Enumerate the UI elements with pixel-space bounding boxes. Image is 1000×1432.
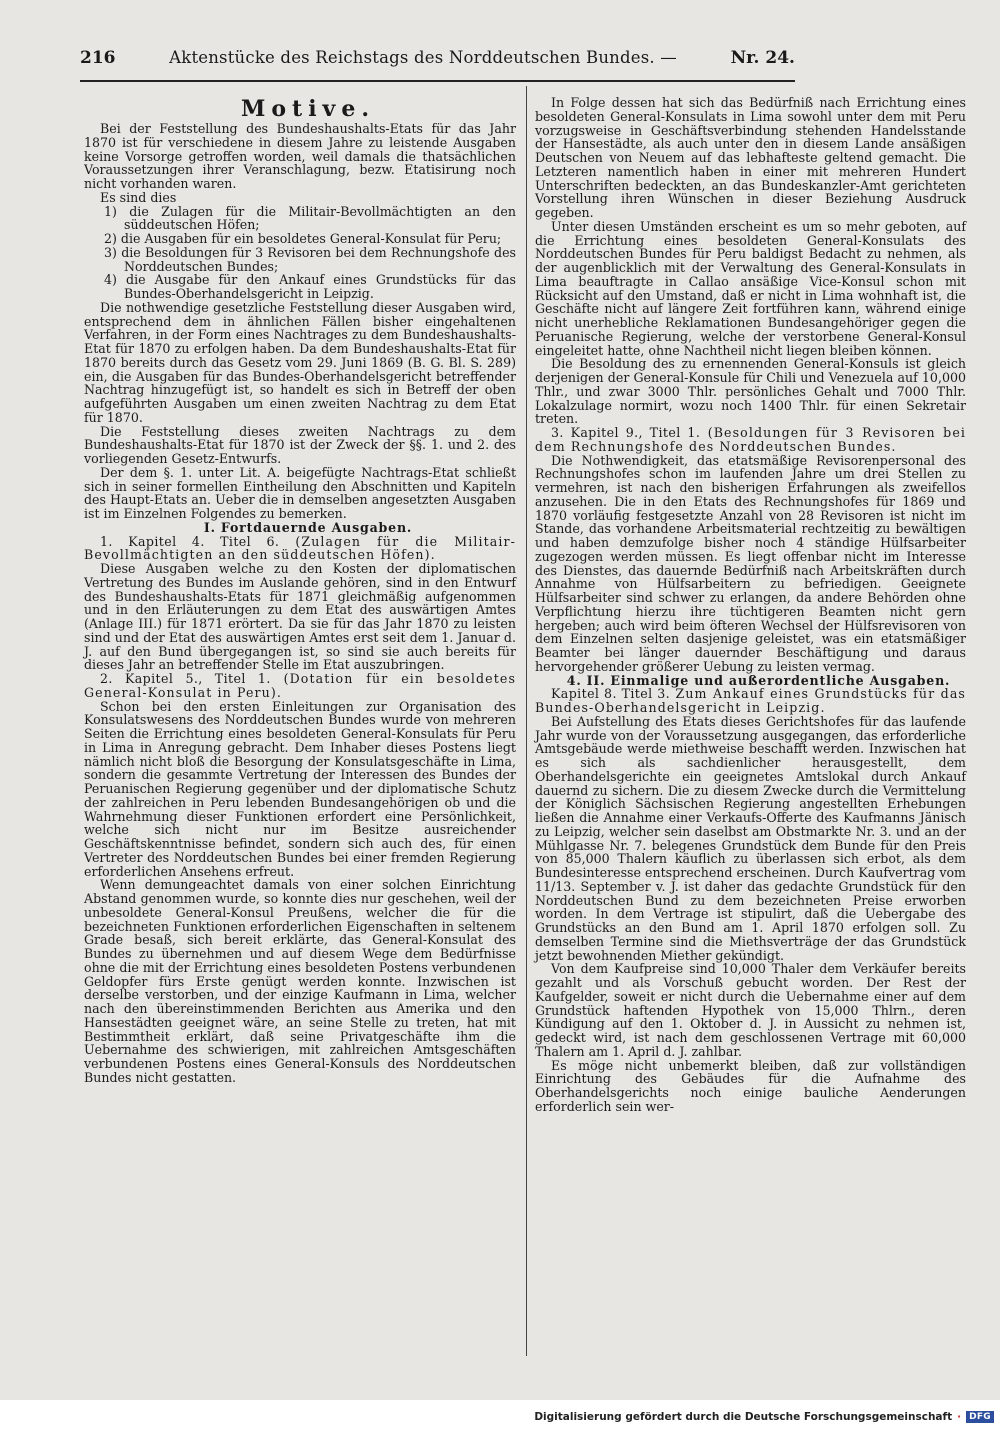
subsection-text: (Besoldungen für 3 Revisoren bei dem Rechnungshofe des Norddeutschen Bundes. bbox=[535, 425, 966, 454]
page-number: 216 bbox=[80, 48, 116, 68]
list-item: 1) die Zulagen für die Militair-Bevollmächtigten an den süddeutschen Höfen; bbox=[104, 203, 516, 233]
subsection-heading bbox=[535, 687, 966, 715]
footer-credit: Digitalisierung gefördert durch die Deutsche Forschungsgemeinschaft bbox=[534, 1411, 953, 1423]
paragraph: Schon bei den ersten Einleitungen zur Organisation des Konsulatswesens des Norddeutschen Bundes wurde von mehreren Seiten die Errichtung eines besoldeten General-Konsulats für Peru in Lima in Anregung gebracht. Dem Inhaber dieses Postens liegt nämlich nicht bloß die Besorgung der Konsulatsgeschäfte in Lima, sondern die gesammte Vertretung der Interessen des Bundes der Peruanischen Regierung gegenüber und der diplomatische Schutz der zahlreichen in Peru lebenden Bundesangehörigen ob und die Wahrnehmung dieser Funktionen erfordert eine Persönlichkeit, welche sich nicht nur im Besitze ausreichender Geschäftskenntnisse befindet, sondern sich auch des, für einen Vertreter des Norddeutschen Bundes bei einer fremden Regierung erforderlichen Ansehens erfreut. bbox=[84, 698, 516, 879]
section-title: 4. II. Einmalige und außerordentliche Ausgaben. bbox=[566, 672, 951, 688]
subsection-text: Zum Ankauf eines Grundstücks für das Bundes-Oberhandelsgericht in Leipzig. bbox=[535, 686, 966, 715]
list-item: 4) die Ausgabe für den Ankauf eines Grundstücks für das Bundes-Oberhandelsgericht in Leipzig. bbox=[104, 272, 516, 301]
digitization-footer bbox=[534, 1407, 1000, 1427]
subsection-heading bbox=[535, 426, 966, 454]
document-number: Nr. 24. bbox=[730, 48, 795, 68]
paragraph: Bei Aufstellung des Etats dieses Gerichtshofes für das laufende Jahr wurde von der Voraussetzung ausgegangen, das erforderliche Amtsgebäude werde miethweise beschafft werden. Inzwischen hat es sich als sachdienlicher herausgestellt, dem Oberhandelsgerichte ein geeignetes Amtslokal durch Ankauf dauernd zu sichern. Die zu diesem Zwecke durch die Vermittelung der Königlich Sächsischen Regierung angestellten Erhebungen ließen die Annahme einer Verkaufs-Offerte des Kaufmanns Jänisch zu Leipzig, welcher sein daselbst am Obstmarkte Nr. 3. und an der Mühlgasse Nr. 7. belegenes Grundstück dem Bunde für den Preis von 85,000 Thalern käuflich zu überlassen sich erbot, als dem Bundesinteresse entsprechend erscheinen. Durch Kaufvertrag vom 11/13. September v. J. ist daher das gedachte Grundstück für den Norddeutschen Bund zu dem bezeichneten Preise erworben worden. In dem Vertrage ist stipulirt, daß die Uebergabe des Grundstücks an den Bund am 1. April 1870 erfolgen soll. Zu demselben Termine sind die Miethsverträge der das Grundstück jetzt bewohnenden Miether gekündigt. bbox=[535, 713, 966, 963]
column-divider bbox=[526, 86, 527, 1356]
header-rule bbox=[80, 80, 795, 82]
section-heading: Motive. bbox=[241, 96, 375, 122]
section-title: I. Fortdauernde Ausgaben. bbox=[203, 519, 413, 535]
paragraph: Der dem §. 1. unter Lit. A. beigefügte Nachtrags-Etat schließt sich in seiner formellen Eintheilung den Abschnitten und Kapiteln des Haupt-Etats an. Ueber die in demselben angesetzten Ausgaben ist im Einzelnen Folgendes zu bemerken. bbox=[84, 464, 516, 521]
subsection-label: 3. Kapitel 9., Titel 1. bbox=[551, 425, 701, 440]
paragraph: Diese Ausgaben welche zu den Kosten der diplomatischen Vertretung des Bundes im Auslande gehören, sind in den Entwurf des Bundeshaushalts-Etats für 1871 gleichmäßig aufgenommen und in den Erläuterungen zu dem Etat des auswärtigen Amtes (Anlage III.) für 1871 erörtert. Da sie für das Jahr 1870 zu leisten sind und der Etat des auswärtigen Amtes erst seit dem 1. Januar d. J. auf den Bund übergegangen ist, so sind sie auch bereits für dieses Jahr an betreffender Stelle im Etat auszubringen. bbox=[84, 561, 516, 673]
running-title: Aktenstücke des Reichstags des Norddeutschen Bundes. — bbox=[169, 48, 677, 67]
subsection-label: Kapitel 8. Titel 3. bbox=[551, 686, 671, 702]
paragraph: Die Feststellung dieses zweiten Nachtrags zu dem Bundeshaushalts-Etat für 1870 ist der Zweck der §§. 1. und 2. des vorliegenden Gesetz-Entwurfs. bbox=[84, 423, 516, 466]
subsection-label: 2. Kapitel 5., Titel 1. bbox=[100, 671, 271, 686]
subsection-text: (Dotation für ein besoldetes General-Konsulat in Peru). bbox=[84, 671, 517, 700]
paragraph: Unter diesen Umständen erscheint es um so mehr geboten, auf die Errichtung eines besoldeten General-Konsulats des Norddeutschen Bundes für Peru baldigst Bedacht zu nehmen, als der augenblicklich mit der Verwaltung des General-Konsulats in Lima beauftragte in Callao ansäßige Vice-Konsul schon mit Rücksicht auf den Umstand, daß er nicht in Lima wohnhaft ist, die Geschäfte nicht auf längere Zeit fortführen kann, während einige nicht unerhebliche Reklamationen Bundesangehöriger gegen die Peruanische Regierung, welche der verstorbene General-Konsul eingeleitet hatte, ohne Nachtheil nicht liegen bleiben können. bbox=[535, 218, 966, 358]
right-column bbox=[535, 96, 966, 1114]
subsection-label: 1. Kapitel 4. Titel 6. bbox=[100, 533, 280, 549]
footer-separator: · bbox=[957, 1411, 962, 1423]
paragraph: Wenn demungeachtet damals von einer solchen Einrichtung Abstand genommen wurde, so konnte dies nur geschehen, weil der unbesoldete General-Konsul Preußens, welcher die für die bezeichneten Funktionen erforderlichen Eigenschaften in seltenem Grade besaß, sich bereit erklärte, das General-Konsulat des Bundes zu übernehmen und auf diesem Wege dem Bedürfnisse ohne die mit der Errichtung eines besoldeten Postens verbundenen Geldopfer fürs Erste genügt werden konnte. Inzwischen ist derselbe verstorben, und der einzige Kaufmann in Lima, welcher nach den übereinstimmenden Berichten aus Amerika und den Hansestädten geeignet wäre, an seine Stelle zu treten, hat mit Bestimmtheit erklärt, daß seine Privatgeschäfte ihm die Uebernahme des schwierigen, mit zahlreichen Amtsgeschäften verbundenen Postens eines General-Konsuls des Norddeutschen Bundes nicht gestatten. bbox=[84, 877, 516, 1085]
dfg-logo: DFG bbox=[966, 1411, 994, 1423]
subsection-heading bbox=[84, 672, 516, 700]
list-item: 3) die Besoldungen für 3 Revisoren bei dem Rechnungshofe des Norddeutschen Bundes; bbox=[104, 244, 516, 274]
enumerated-list bbox=[84, 205, 516, 301]
left-column bbox=[84, 96, 516, 1085]
paragraph: Die Nothwendigkeit, das etatsmäßige Revisorenpersonal des Rechnungshofes schon im laufenden Jahre um drei Stellen zu vermehren, ist nach den bisherigen Erfahrungen als zweifellos anzusehen. Die in den Etats des Rechnungshofes für 1869 und 1870 vorläufig festgesetzte Anzahl von 28 Revisoren ist nicht im Stande, das vorhandene Arbeitsmaterial rechtzeitig zu bewältigen und haben demzufolge bisher noch 4 ständige Hülfsarbeiter zugezogen werden müssen. Es liegt offenbar nicht im Interesse des Dienstes, das dauernde Bedürfniß nach Arbeitskräften durch Annahme von Hülfsarbeitern zu befriedigen. Geeignete Hülfsarbeiter sind schwer zu erlangen, da andere Behörden ohne Verpflichtung hierzu ihre tüchtigeren Beamten nicht gern hergeben; auch wird beim öfteren Wechsel der Hülfsrevisoren von dem Einzelnen selten dasjenige geleistet, was ein etatsmäßiger Beamter bei länger dauernder Beschäftigung und daraus hervorgehender größerer Uebung zu leisten vermag. bbox=[535, 452, 966, 674]
paragraph: In Folge dessen hat sich das Bedürfniß nach Errichtung eines besoldeten General-Konsulats in Lima sowohl unter dem mit Peru vorzugsweise in Geschäftsverbindung stehenden Handelsstande der Hansestädte, als auch unter den in diesem Lande ansäßigen Deutschen von Neuem auf das lebhafteste geltend gemacht. Die Letzteren namentlich haben in einer mit mehreren Hundert Unterschriften bedeckten, an das Bundeskanzler-Amt gerichteten Vorstellung ihren Wünschen in dieser Beziehung Ausdruck gegeben. bbox=[535, 95, 966, 220]
paragraph: Bei der Feststellung des Bundeshaushalts-Etats für das Jahr 1870 ist für verschiedene in diesem Jahre zu leistende Ausgaben keine Vorsorge getroffen worden, weil damals die thatsächlichen Voraussetzungen ihrer Veranschlagung, bezw. Etatisirung noch nicht vorhanden waren. bbox=[84, 121, 516, 191]
subsection-text: (Zulagen für die Militair-Bevollmächtigten an den süddeutschen Höfen). bbox=[84, 533, 516, 563]
page-header bbox=[80, 48, 795, 78]
list-item: 2) die Ausgaben für ein besoldetes General-Konsulat für Peru; bbox=[104, 231, 502, 246]
subsection-heading bbox=[84, 535, 516, 563]
paragraph: Die nothwendige gesetzliche Feststellung dieser Ausgaben wird, entsprechend dem in ähnlichen Fällen bisher eingehaltenen Verfahren, in der Form eines Nachtrages zu dem Bundeshaushalts-Etat für 1870 zu erfolgen haben. Da dem Bundeshaushalts-Etat für 1870 bereits durch das Gesetz vom 29. Juni 1869 (B. G. Bl. S. 289) ein, die Ausgaben für das Bundes-Oberhandelsgericht betreffender Nachtrag hinzugefügt ist, so handelt es sich in Betreff der oben aufgeführten Ausgaben um einen zweiten Nachtrag zu dem Etat für 1870. bbox=[84, 299, 516, 425]
paragraph: Es möge nicht unbemerkt bleiben, daß zur vollständigen Einrichtung des Gebäudes für die Aufnahme des Oberhandelsgerichts noch einige bauliche Aenderungen erforderlich sein wer- bbox=[535, 1057, 966, 1114]
paragraph: Es sind dies bbox=[100, 189, 177, 205]
paragraph: Von dem Kaufpreise sind 10,000 Thaler dem Verkäufer bereits gezahlt und als Vorschuß gebucht worden. Der Rest der Kaufgelder, soweit er nicht durch die Uebernahme einer auf dem Grundstück haftenden Hypothek von 15,000 Thlrn., deren Kündigung auf den 1. Oktober d. J. in Aussicht zu nehmen ist, gedeckt wird, ist nach dem geschlossenen Vertrage mit 60,000 Thalern am 1. April d. J. zahlbar. bbox=[535, 961, 966, 1059]
paragraph: Die Besoldung des zu ernennenden General-Konsuls ist gleich derjenigen der General-Konsule für Chili und Venezuela auf 10,000 Thlr., und zwar 3000 Thlr. persönliches Gehalt und 7000 Thlr. Lokalzulage normirt, wozu noch 1400 Thlr. für einen Sekretair treten. bbox=[535, 356, 966, 427]
